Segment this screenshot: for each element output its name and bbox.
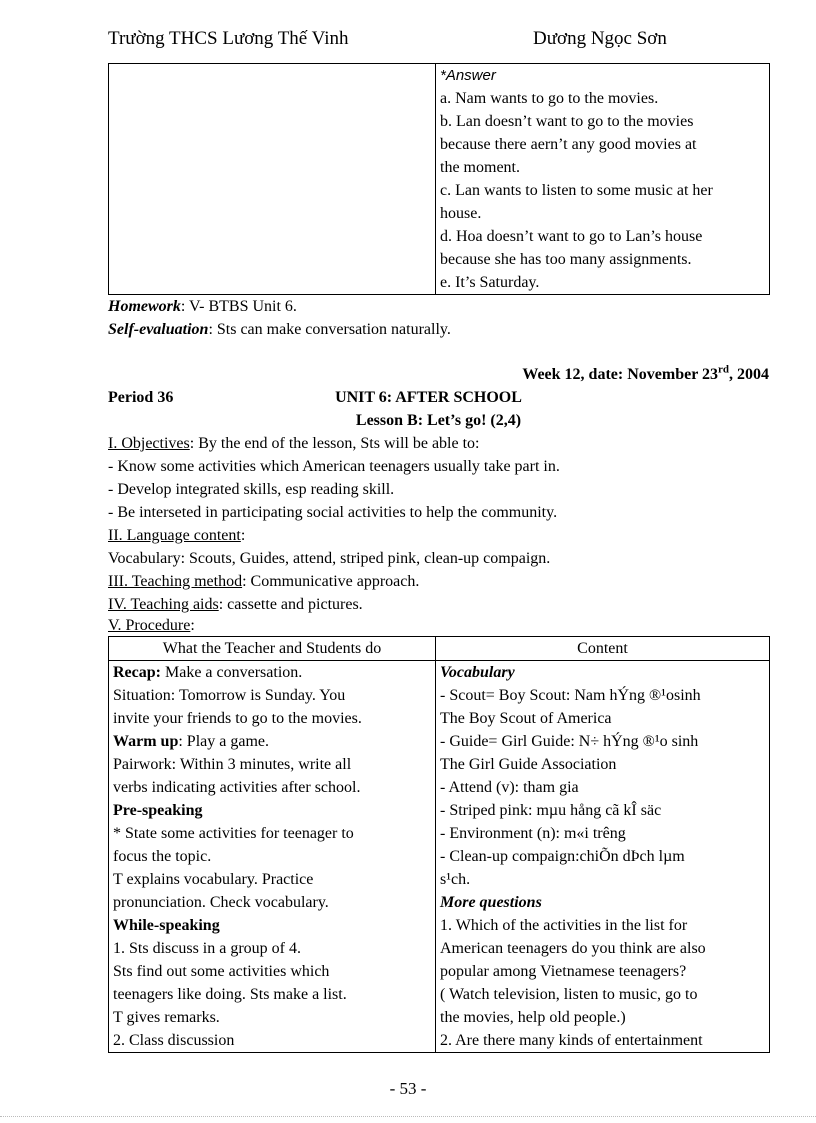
- proc-row: [113, 891, 435, 914]
- language-label: II. Language content: [108, 527, 241, 544]
- homework-line: [108, 295, 769, 318]
- self-evaluation-line: [108, 318, 769, 341]
- proc-row-text: T explains vocabulary. Practice: [113, 871, 314, 888]
- proc-row: [113, 684, 435, 707]
- answer-line: house.: [440, 205, 482, 222]
- proc-row: [440, 983, 769, 1006]
- week-date: [108, 363, 769, 386]
- proc-header-right: Content: [436, 637, 770, 661]
- homework-label: Homework: [108, 298, 181, 315]
- proc-row: [440, 799, 769, 822]
- proc-row-text: Make a conversation.: [160, 664, 303, 681]
- procedure-table: [108, 636, 770, 1053]
- proc-row: [113, 707, 435, 730]
- answer-cell: [436, 64, 770, 295]
- proc-row-text: - Striped pink: mµu hång cã kÎ säc: [440, 802, 662, 819]
- week-sup: rd: [718, 363, 729, 376]
- proc-row-text: - Scout= Boy Scout: Nam hÝng ®¹osinh: [440, 687, 701, 704]
- answer-line: e. It’s Saturday.: [440, 274, 540, 291]
- procedure-line: [108, 614, 769, 637]
- proc-row-text: popular among Vietnamese teenagers?: [440, 963, 687, 980]
- proc-row-text: - Environment (n): m«i trêng: [440, 825, 626, 842]
- header-teacher: Dương Ngọc Sơn: [533, 28, 667, 49]
- procedure-colon: :: [190, 617, 195, 634]
- proc-row-text: pronunciation. Check vocabulary.: [113, 894, 329, 911]
- answer-line: because there aern’t any good movies at: [440, 136, 697, 153]
- proc-row-text: * State some activities for teenager to: [113, 825, 354, 842]
- lesson-title: Lesson B: Let’s go! (2,4): [355, 412, 522, 429]
- proc-row-text: invite your friends to go to the movies.: [113, 710, 362, 727]
- aids-label: IV. Teaching aids: [108, 596, 219, 613]
- proc-row-text: Sts find out some activities which: [113, 963, 330, 980]
- proc-row-text: Situation: Tomorrow is Sunday. You: [113, 687, 346, 704]
- answer-line: a. Nam wants to go to the movies.: [440, 90, 659, 107]
- proc-row: [113, 661, 435, 684]
- proc-row: [113, 799, 435, 822]
- homework-text: : V- BTBS Unit 6.: [180, 298, 297, 315]
- proc-row: [440, 822, 769, 845]
- proc-row: [113, 983, 435, 1006]
- proc-row: [113, 960, 435, 983]
- footer-divider: [0, 1116, 816, 1117]
- objective-item: - Know some activities which American teenagers usually take part in.: [108, 458, 560, 475]
- proc-row: [440, 707, 769, 730]
- proc-row-text: The Boy Scout of America: [440, 710, 612, 727]
- answer-line: because she has too many assignments.: [440, 251, 692, 268]
- proc-row-text: - Attend (v): tham gia: [440, 779, 579, 796]
- vocabulary-line: Vocabulary: Scouts, Guides, attend, striped pink, clean-up compaign.: [108, 550, 551, 567]
- proc-row: [113, 1006, 435, 1029]
- answer-line: the moment.: [440, 159, 520, 176]
- proc-row-text: The Girl Guide Association: [440, 756, 617, 773]
- proc-row: [440, 914, 769, 937]
- answer-line: c. Lan wants to listen to some music at her: [440, 182, 713, 199]
- proc-row: [440, 1006, 769, 1029]
- header-school: Trường THCS Lương Thế Vinh: [108, 28, 349, 49]
- objective-items: [108, 455, 769, 524]
- proc-row-heading: Vocabulary: [440, 664, 515, 681]
- objective-item: - Develop integrated skills, esp reading skill.: [108, 481, 395, 498]
- proc-row: [440, 891, 769, 914]
- proc-row-text: - Clean-up compaign:chiÕn dÞch lµm: [440, 848, 685, 865]
- proc-row: [113, 868, 435, 891]
- proc-row-text: teenagers like doing. Sts make a list.: [113, 986, 347, 1003]
- proc-row: [113, 845, 435, 868]
- proc-row: [440, 684, 769, 707]
- answer-lines: [440, 87, 769, 294]
- proc-row: [440, 753, 769, 776]
- proc-row-text: 1. Which of the activities in the list for: [440, 917, 688, 934]
- aids-line: [108, 593, 769, 616]
- proc-row-text: focus the topic.: [113, 848, 212, 865]
- objectives-text: : By the end of the lesson, Sts will be able to:: [189, 435, 480, 452]
- answer-table: [108, 63, 770, 295]
- proc-row: [113, 730, 435, 753]
- method-line: [108, 570, 769, 593]
- proc-row: [113, 1029, 435, 1052]
- objectives-line: [108, 432, 769, 455]
- proc-row-text: the movies, help old people.): [440, 1009, 626, 1026]
- proc-row-text: : Play a game.: [178, 733, 269, 750]
- proc-row: [440, 776, 769, 799]
- proc-row: [440, 730, 769, 753]
- proc-row-text: 2. Are there many kinds of entertainment: [440, 1032, 703, 1049]
- language-line: [108, 524, 769, 547]
- proc-row: [440, 868, 769, 891]
- answer-line: d. Hoa doesn’t want to go to Lan’s house: [440, 228, 703, 245]
- answer-table-empty-cell: [109, 64, 436, 295]
- proc-row-text: T gives remarks.: [113, 1009, 220, 1026]
- objective-item: - Be interseted in participating social activities to help the community.: [108, 504, 558, 521]
- proc-row-bold: While-speaking: [113, 917, 220, 934]
- proc-row: [113, 776, 435, 799]
- proc-row: [113, 753, 435, 776]
- proc-row-text: - Guide= Girl Guide: N÷ hÝng ®¹o sinh: [440, 733, 699, 750]
- proc-row-text: verbs indicating activities after school.: [113, 779, 361, 796]
- method-label: III. Teaching method: [108, 573, 243, 590]
- proc-row: [113, 914, 435, 937]
- proc-row-bold: Warm up: [113, 733, 179, 750]
- proc-row-text: Pairwork: Within 3 minutes, write all: [113, 756, 352, 773]
- aids-text: : cassette and pictures.: [218, 596, 363, 613]
- proc-right-cell: [436, 661, 770, 1053]
- proc-row: [440, 1029, 769, 1052]
- proc-row: [113, 937, 435, 960]
- unit-title-text: UNIT 6: AFTER SCHOOL: [335, 389, 522, 406]
- method-text: : Communicative approach.: [242, 573, 420, 590]
- objectives-label: I. Objectives: [108, 435, 190, 452]
- proc-row: [440, 960, 769, 983]
- page-number: - 53 -: [389, 1079, 427, 1098]
- proc-row: [440, 661, 769, 684]
- proc-row: [440, 845, 769, 868]
- proc-row-bold: Recap:: [113, 664, 161, 681]
- proc-left-cell: [109, 661, 436, 1053]
- answer-title: *Answer: [440, 67, 496, 84]
- proc-row-text: ( Watch television, listen to music, go to: [440, 986, 698, 1003]
- proc-row-text: American teenagers do you think are also: [440, 940, 706, 957]
- unit-title: [108, 386, 769, 409]
- proc-row-text: s¹ch.: [440, 871, 471, 888]
- proc-header-left: What the Teacher and Students do: [109, 637, 436, 661]
- proc-row-text: 1. Sts discuss in a group of 4.: [113, 940, 301, 957]
- self-eval-text: : Sts can make conversation naturally.: [208, 321, 451, 338]
- proc-row: [113, 822, 435, 845]
- language-colon: :: [240, 527, 246, 544]
- proc-row-heading: More questions: [440, 894, 542, 911]
- week-suffix: , 2004: [729, 366, 769, 383]
- answer-line: b. Lan doesn’t want to go to the movies: [440, 113, 694, 130]
- self-eval-label: Self-evaluation: [108, 321, 209, 338]
- week-prefix: Week 12, date: November 23: [522, 366, 718, 383]
- period-label: Period 36: [108, 389, 174, 406]
- proc-row-bold: Pre-speaking: [113, 802, 203, 819]
- procedure-label: V. Procedure: [108, 617, 191, 634]
- proc-row-text: 2. Class discussion: [113, 1032, 235, 1049]
- proc-row: [440, 937, 769, 960]
